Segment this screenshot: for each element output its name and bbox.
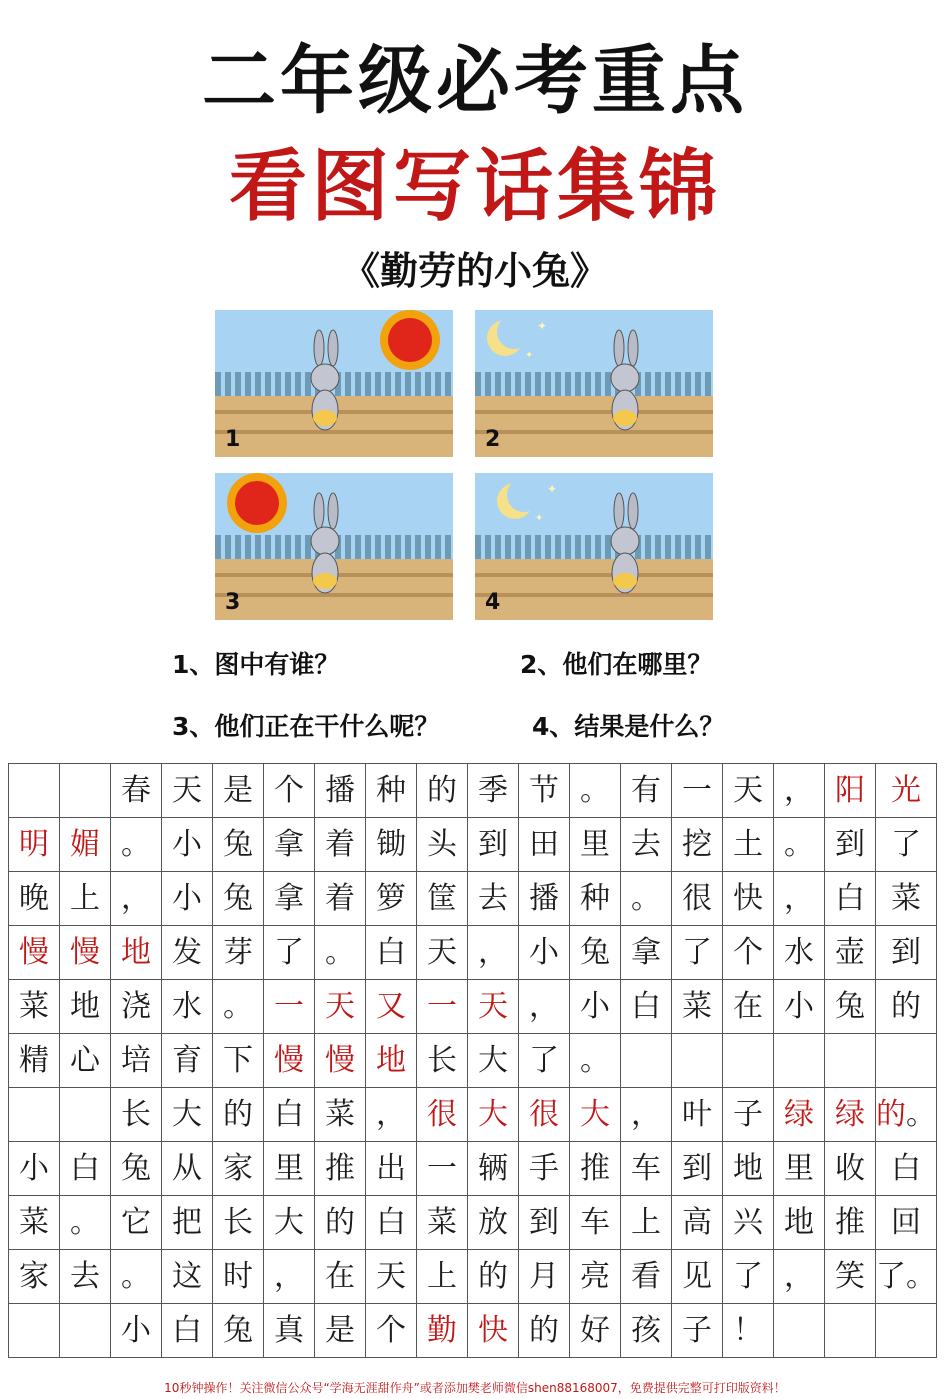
grid-cell: 勤 — [417, 1304, 468, 1358]
grid-cell: 好 — [570, 1304, 621, 1358]
grid-cell: 地 — [774, 1196, 825, 1250]
grid-cell: 天 — [162, 764, 213, 818]
grid-cell: 了 — [723, 1250, 774, 1304]
grid-cell: 家 — [213, 1142, 264, 1196]
grid-cell: 手 — [519, 1142, 570, 1196]
grid-cell: 上 — [621, 1196, 672, 1250]
grid-cell: 回 — [876, 1196, 937, 1250]
grid-cell: 的 — [315, 1196, 366, 1250]
grid-cell: 拿 — [264, 818, 315, 872]
grid-cell: 光 — [876, 764, 937, 818]
grid-cell: 白 — [621, 980, 672, 1034]
grid-cell: 大 — [264, 1196, 315, 1250]
grid-cell — [9, 1088, 60, 1142]
grid-cell: 菜 — [672, 980, 723, 1034]
grid-cell: 个 — [264, 764, 315, 818]
grid-cell: 培 — [111, 1034, 162, 1088]
grid-cell: 小 — [774, 980, 825, 1034]
page-title: 二年级必考重点 — [202, 38, 748, 124]
grid-cell: 快 — [468, 1304, 519, 1358]
grid-cell: 。 — [570, 764, 621, 818]
grid-cell: 播 — [315, 764, 366, 818]
grid-cell: 长 — [213, 1196, 264, 1250]
page-subtitle: 看图写话集锦 — [228, 142, 721, 232]
grid-cell: 笑 — [825, 1250, 876, 1304]
grid-cell: 很 — [519, 1088, 570, 1142]
grid-cell: 了 — [876, 818, 937, 872]
grid-cell: 土 — [723, 818, 774, 872]
grid-cell: 小 — [519, 926, 570, 980]
grid-cell: 拿 — [264, 872, 315, 926]
grid-cell: 的 — [468, 1250, 519, 1304]
grid-cell: 大 — [162, 1088, 213, 1142]
grid-cell: 从 — [162, 1142, 213, 1196]
grid-cell: 天 — [468, 980, 519, 1034]
grid-cell: 里 — [774, 1142, 825, 1196]
grid-cell: ， — [774, 764, 825, 818]
grid-cell: 到 — [468, 818, 519, 872]
grid-cell: 小 — [111, 1304, 162, 1358]
story-title: 《勤劳的小兔》 — [341, 249, 608, 293]
grid-cell: 个 — [723, 926, 774, 980]
grid-cell: 车 — [621, 1142, 672, 1196]
grid-cell — [825, 1304, 876, 1358]
question-2: 2、他们在哪里？ — [520, 650, 713, 679]
svg-text:✦: ✦ — [547, 482, 558, 496]
grid-cell: 见 — [672, 1250, 723, 1304]
grid-cell: 的 — [417, 764, 468, 818]
grid-cell: 种 — [366, 764, 417, 818]
grid-cell: 小 — [570, 980, 621, 1034]
grid-cell: ， — [264, 1250, 315, 1304]
grid-cell: 大 — [468, 1088, 519, 1142]
grid-cell — [825, 1034, 876, 1088]
grid-cell: 白 — [366, 926, 417, 980]
grid-cell: 拿 — [621, 926, 672, 980]
grid-cell: 白 — [264, 1088, 315, 1142]
grid-cell: 个 — [366, 1304, 417, 1358]
grid-cell: 。 — [60, 1196, 111, 1250]
grid-cell: 地 — [366, 1034, 417, 1088]
grid-cell: 快 — [723, 872, 774, 926]
grid-cell — [672, 1034, 723, 1088]
grid-cell: 白 — [876, 1142, 937, 1196]
grid-row — [9, 1034, 937, 1088]
grid-cell: 推 — [825, 1196, 876, 1250]
grid-cell: 晚 — [9, 872, 60, 926]
grid-cell: 孩 — [621, 1304, 672, 1358]
grid-cell: 水 — [774, 926, 825, 980]
grid-cell: 白 — [825, 872, 876, 926]
grid-cell: 。 — [570, 1034, 621, 1088]
panel-number: 4 — [485, 590, 501, 615]
grid-cell: 发 — [162, 926, 213, 980]
grid-cell: 地 — [60, 980, 111, 1034]
grid-cell: 播 — [519, 872, 570, 926]
grid-cell: 兔 — [825, 980, 876, 1034]
grid-cell: ， — [621, 1088, 672, 1142]
grid-cell: 子 — [723, 1088, 774, 1142]
grid-cell: 挖 — [672, 818, 723, 872]
grid-cell: 一 — [264, 980, 315, 1034]
grid-cell: 田 — [519, 818, 570, 872]
grid-cell: 长 — [417, 1034, 468, 1088]
grid-cell — [60, 764, 111, 818]
grid-cell: 子 — [672, 1304, 723, 1358]
grid-cell: 慢 — [315, 1034, 366, 1088]
grid-cell: 兔 — [213, 818, 264, 872]
grid-cell: ， — [366, 1088, 417, 1142]
grid-cell: 水 — [162, 980, 213, 1034]
grid-cell: 到 — [672, 1142, 723, 1196]
grid-cell: 白 — [162, 1304, 213, 1358]
grid-cell: 小 — [162, 818, 213, 872]
grid-cell: 在 — [723, 980, 774, 1034]
grid-row — [9, 1304, 937, 1358]
grid-row — [9, 872, 937, 926]
grid-cell: 亮 — [570, 1250, 621, 1304]
grid-cell: 白 — [366, 1196, 417, 1250]
grid-cell: 慢 — [60, 926, 111, 980]
grid-cell: 慢 — [264, 1034, 315, 1088]
grid-cell: 阳 — [825, 764, 876, 818]
grid-cell: 春 — [111, 764, 162, 818]
grid-row — [9, 818, 937, 872]
grid-cell: 里 — [570, 818, 621, 872]
grid-cell: 。 — [621, 872, 672, 926]
grid-cell: 。 — [315, 926, 366, 980]
grid-cell: ， — [468, 926, 519, 980]
grid-cell: 下 — [213, 1034, 264, 1088]
grid-cell: 菜 — [9, 980, 60, 1034]
grid-cell: 浇 — [111, 980, 162, 1034]
grid-cell: 节 — [519, 764, 570, 818]
grid-cell: 真 — [264, 1304, 315, 1358]
grid-cell: 芽 — [213, 926, 264, 980]
grid-cell: 精 — [9, 1034, 60, 1088]
grid-cell: 去 — [60, 1250, 111, 1304]
grid-cell: 着 — [315, 872, 366, 926]
grid-cell: 天 — [315, 980, 366, 1034]
svg-text:✦: ✦ — [537, 319, 548, 333]
grid-cell: ！ — [723, 1304, 774, 1358]
grid-cell: 一 — [417, 980, 468, 1034]
grid-cell: 天 — [723, 764, 774, 818]
grid-cell: 菜 — [417, 1196, 468, 1250]
grid-row — [9, 1196, 937, 1250]
grid-cell: 大 — [570, 1088, 621, 1142]
grid-cell: 长 — [111, 1088, 162, 1142]
grid-cell — [876, 1034, 937, 1088]
grid-row — [9, 1250, 937, 1304]
grid-cell: ， — [774, 872, 825, 926]
svg-text:✦: ✦ — [525, 350, 534, 361]
grid-cell: 是 — [315, 1304, 366, 1358]
grid-cell: 壶 — [825, 926, 876, 980]
grid-cell: 锄 — [366, 818, 417, 872]
grid-cell: 兔 — [213, 872, 264, 926]
panel-number: 3 — [225, 590, 241, 615]
grid-cell: 大 — [468, 1034, 519, 1088]
grid-cell: 心 — [60, 1034, 111, 1088]
grid-cell: 出 — [366, 1142, 417, 1196]
grid-cell: 着 — [315, 818, 366, 872]
picture-panel-2 — [475, 310, 713, 457]
grid-cell: 。 — [111, 818, 162, 872]
grid-cell: 季 — [468, 764, 519, 818]
grid-cell: 小 — [9, 1142, 60, 1196]
grid-cell: 明 — [9, 818, 60, 872]
question-4: 4、结果是什么？ — [532, 712, 725, 741]
grid-cell — [9, 1304, 60, 1358]
question-1: 1、图中有谁？ — [172, 650, 340, 679]
grid-cell: 推 — [315, 1142, 366, 1196]
grid-cell: 。 — [111, 1250, 162, 1304]
grid-cell: 头 — [417, 818, 468, 872]
grid-cell: 把 — [162, 1196, 213, 1250]
grid-cell: 绿 — [774, 1088, 825, 1142]
grid-cell: 媚 — [60, 818, 111, 872]
grid-cell: 兔 — [111, 1142, 162, 1196]
grid-cell: 的 — [213, 1088, 264, 1142]
grid-cell: 放 — [468, 1196, 519, 1250]
grid-cell: 很 — [417, 1088, 468, 1142]
grid-cell: 白 — [60, 1142, 111, 1196]
picture-panel-1 — [215, 310, 453, 457]
grid-cell: 慢 — [9, 926, 60, 980]
grid-cell: 兔 — [570, 926, 621, 980]
grid-row — [9, 926, 937, 980]
grid-cell: 天 — [366, 1250, 417, 1304]
grid-row — [9, 1088, 937, 1142]
grid-cell: 箩 — [366, 872, 417, 926]
grid-cell: 了 — [264, 926, 315, 980]
grid-cell: 了。 — [876, 1250, 937, 1304]
grid-cell: 去 — [621, 818, 672, 872]
grid-cell: 菜 — [876, 872, 937, 926]
grid-cell: 家 — [9, 1250, 60, 1304]
grid-cell: 高 — [672, 1196, 723, 1250]
grid-cell: 上 — [60, 872, 111, 926]
grid-cell: ， — [519, 980, 570, 1034]
grid-cell: 有 — [621, 764, 672, 818]
grid-cell: 兔 — [213, 1304, 264, 1358]
picture-panel-3 — [215, 473, 453, 620]
grid-cell: 的。 — [876, 1088, 937, 1142]
grid-cell: 。 — [774, 818, 825, 872]
grid-cell: 很 — [672, 872, 723, 926]
panel-number: 2 — [485, 427, 501, 452]
grid-cell: 它 — [111, 1196, 162, 1250]
grid-cell — [60, 1304, 111, 1358]
grid-cell: 在 — [315, 1250, 366, 1304]
grid-cell: 育 — [162, 1034, 213, 1088]
grid-row — [9, 764, 937, 818]
grid-cell: 看 — [621, 1250, 672, 1304]
grid-cell: 车 — [570, 1196, 621, 1250]
grid-cell: 了 — [519, 1034, 570, 1088]
grid-cell: 地 — [111, 926, 162, 980]
grid-cell — [876, 1304, 937, 1358]
grid-cell: 一 — [672, 764, 723, 818]
grid-cell: 去 — [468, 872, 519, 926]
grid-cell: 种 — [570, 872, 621, 926]
grid-cell: 时 — [213, 1250, 264, 1304]
grid-cell — [9, 764, 60, 818]
grid-cell: 了 — [672, 926, 723, 980]
grid-cell — [621, 1034, 672, 1088]
grid-cell: 。 — [213, 980, 264, 1034]
grid-cell — [60, 1088, 111, 1142]
grid-cell: 筐 — [417, 872, 468, 926]
grid-cell: 地 — [723, 1142, 774, 1196]
grid-cell: 兴 — [723, 1196, 774, 1250]
grid-cell — [774, 1304, 825, 1358]
picture-panel-4 — [475, 473, 713, 620]
grid-cell: 推 — [570, 1142, 621, 1196]
grid-cell: 又 — [366, 980, 417, 1034]
writing-grid — [8, 763, 937, 1358]
grid-cell: 是 — [213, 764, 264, 818]
footer-note: 10秒钟操作！关注微信公众号“学海无涯甜作舟”或者添加樊老师微信shen88168007，免费提供完整可打印版资料！ — [164, 1381, 786, 1395]
grid-cell: 月 — [519, 1250, 570, 1304]
grid-cell: 里 — [264, 1142, 315, 1196]
grid-cell: 菜 — [9, 1196, 60, 1250]
panel-number: 1 — [225, 427, 241, 452]
grid-row — [9, 980, 937, 1034]
grid-cell: 天 — [417, 926, 468, 980]
grid-cell — [723, 1034, 774, 1088]
grid-cell: 到 — [519, 1196, 570, 1250]
grid-cell: 收 — [825, 1142, 876, 1196]
grid-cell: ， — [774, 1250, 825, 1304]
grid-cell: 绿 — [825, 1088, 876, 1142]
grid-cell: 辆 — [468, 1142, 519, 1196]
grid-cell: 的 — [519, 1304, 570, 1358]
grid-cell: 到 — [825, 818, 876, 872]
grid-cell: 小 — [162, 872, 213, 926]
grid-cell: 上 — [417, 1250, 468, 1304]
grid-cell: 一 — [417, 1142, 468, 1196]
question-3: 3、他们正在干什么呢？ — [172, 712, 440, 741]
grid-cell: 到 — [876, 926, 937, 980]
grid-cell: 菜 — [315, 1088, 366, 1142]
grid-cell: 叶 — [672, 1088, 723, 1142]
svg-text:✦: ✦ — [535, 513, 544, 524]
grid-cell: ， — [111, 872, 162, 926]
grid-cell: 这 — [162, 1250, 213, 1304]
grid-cell — [774, 1034, 825, 1088]
grid-cell: 的 — [876, 980, 937, 1034]
grid-row — [9, 1142, 937, 1196]
